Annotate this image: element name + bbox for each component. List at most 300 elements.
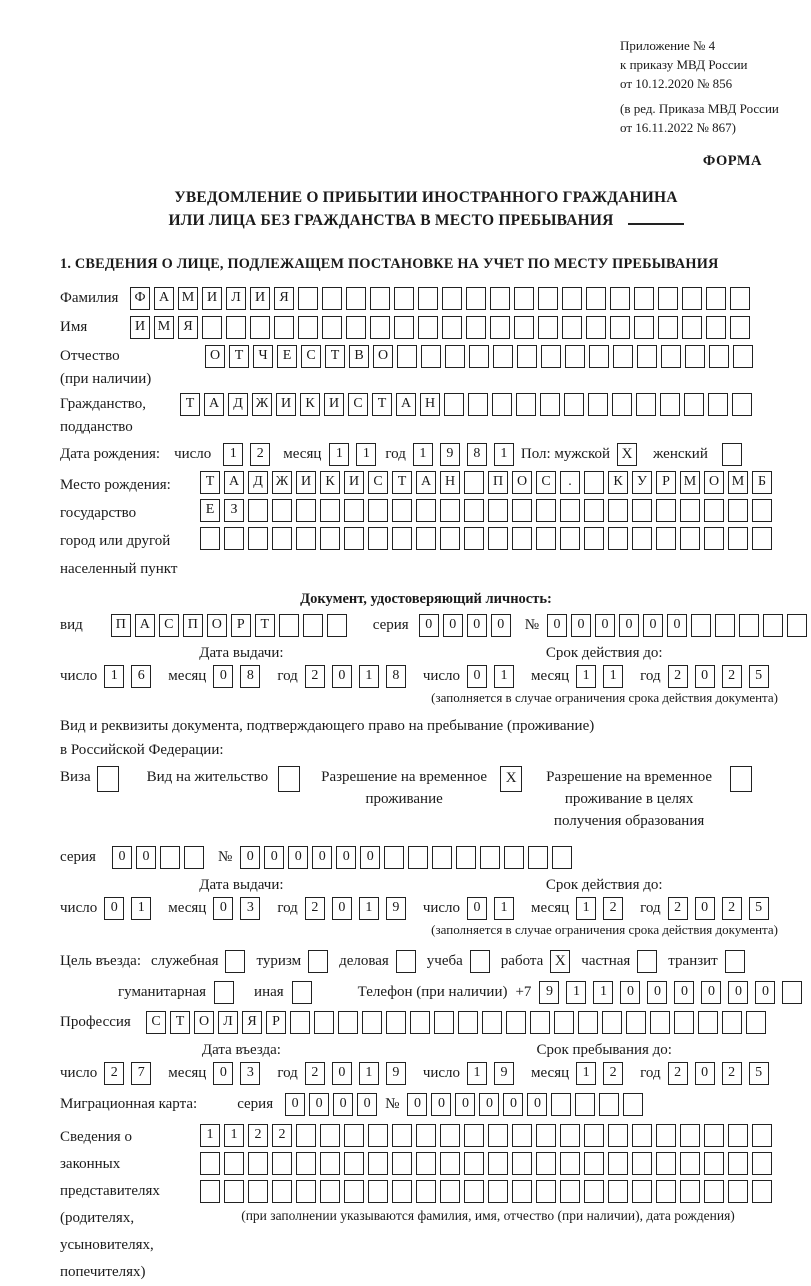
char-cell	[732, 393, 752, 416]
char-cell	[746, 1011, 766, 1034]
char-cell: 1	[576, 1062, 596, 1085]
char-cell: А	[396, 393, 416, 416]
char-cell	[752, 1124, 772, 1147]
char-cell: 0	[285, 1093, 305, 1116]
stay-until-group: Срок пребывания до: число 1 9 месяц 1 2 год 2 0 2 5	[423, 1042, 786, 1085]
char-cell: 1	[359, 665, 379, 688]
char-cell: 7	[131, 1062, 151, 1085]
char-cell	[416, 1180, 436, 1203]
char-cell	[728, 527, 748, 550]
char-cell: А	[416, 471, 436, 494]
char-cell: 2	[272, 1124, 292, 1147]
char-cell	[608, 1124, 628, 1147]
char-cell: 1	[576, 665, 596, 688]
purpose-work-checkbox[interactable]: X	[550, 950, 570, 973]
representatives-note: (при заполнении указываются фамилия, имя, отчество (при наличии), дата рождения)	[241, 1208, 735, 1223]
char-cell	[739, 614, 759, 637]
char-cell	[632, 1180, 652, 1203]
char-cell: 1	[566, 981, 586, 1004]
char-cell	[320, 1124, 340, 1147]
char-cell: 1	[224, 1124, 244, 1147]
char-cell: У	[632, 471, 652, 494]
char-cell	[584, 1124, 604, 1147]
char-cell	[274, 316, 294, 339]
entry-year[interactable]	[305, 1062, 413, 1085]
char-cell: С	[348, 393, 368, 416]
representatives-boxes	[200, 1124, 776, 1224]
identity-doc-heading: Документ, удостоверяющий личность:	[300, 591, 552, 607]
char-cell	[634, 287, 654, 310]
doc-expiry-day[interactable]	[467, 665, 521, 688]
char-cell	[504, 846, 524, 869]
char-cell	[536, 527, 556, 550]
stay-until-title: Срок пребывания до:	[536, 1042, 672, 1058]
option-temp-residence-education-checkbox[interactable]	[730, 766, 752, 792]
char-cell	[782, 981, 802, 1004]
char-cell: 0	[213, 1062, 233, 1085]
residence-issue-month[interactable]	[213, 897, 267, 920]
char-cell	[440, 499, 460, 522]
char-cell	[418, 287, 438, 310]
char-cell: 1	[603, 665, 623, 688]
char-cell: 0	[674, 981, 694, 1004]
purpose-other-label: иная	[254, 984, 284, 1000]
char-cell	[296, 1124, 316, 1147]
char-cell: И	[344, 471, 364, 494]
char-cell	[706, 316, 726, 339]
char-cell	[466, 287, 486, 310]
char-cell	[752, 1180, 772, 1203]
char-cell	[202, 316, 222, 339]
char-cell: 9	[494, 1062, 514, 1085]
char-cell: 2	[722, 665, 742, 688]
entry-date-group: Дата въезда: число 2 7 месяц 0 3 год 2 0 1 9	[60, 1042, 423, 1085]
char-cell: 2	[248, 1124, 268, 1147]
char-cell: 2	[603, 897, 623, 920]
purpose-private-checkbox[interactable]	[637, 950, 657, 973]
amendment-line: (в ред. Приказа МВД России	[620, 101, 779, 116]
char-cell: Ж	[252, 393, 272, 416]
char-cell: 0	[479, 1093, 499, 1116]
birth-day-boxes[interactable]	[223, 443, 277, 466]
residence-expiry-day[interactable]	[467, 897, 521, 920]
char-cell: Б	[752, 471, 772, 494]
residence-doc-dates	[60, 877, 792, 920]
char-cell	[272, 1180, 292, 1203]
char-cell	[386, 1011, 406, 1034]
given-name-boxes[interactable]	[130, 316, 754, 339]
purpose-study-label: учеба	[426, 953, 463, 969]
purpose-humanitarian-label: гуманитарная	[118, 984, 207, 1000]
doc-expiry-year[interactable]	[668, 665, 776, 688]
char-cell: О	[512, 471, 532, 494]
char-cell: А	[224, 471, 244, 494]
doc-expiry-month[interactable]	[576, 665, 630, 688]
char-cell	[660, 393, 680, 416]
representatives-row-1[interactable]	[200, 1124, 776, 1147]
residence-series-boxes[interactable]	[112, 846, 208, 869]
char-cell: 2	[722, 1062, 742, 1085]
char-cell: 0	[312, 846, 332, 869]
char-cell	[344, 499, 364, 522]
char-cell	[320, 527, 340, 550]
migration-series-label: серия	[237, 1096, 274, 1112]
char-cell	[394, 316, 414, 339]
residence-expiry-year[interactable]	[668, 897, 776, 920]
phone-boxes[interactable]	[539, 981, 809, 1004]
doc-number-label: №	[524, 617, 539, 633]
annex-line: Приложение № 4	[620, 38, 716, 53]
char-cell	[728, 1180, 748, 1203]
char-cell: 0	[357, 1093, 377, 1116]
stay-day[interactable]	[467, 1062, 521, 1085]
char-cell: 0	[467, 665, 487, 688]
doc-issue-day[interactable]	[104, 665, 158, 688]
entry-month[interactable]	[213, 1062, 267, 1085]
char-cell: 0	[571, 614, 591, 637]
purpose-tourism-checkbox[interactable]	[308, 950, 328, 973]
char-cell: 0	[112, 846, 132, 869]
char-cell	[560, 527, 580, 550]
char-cell	[536, 1124, 556, 1147]
char-cell: 0	[547, 614, 567, 637]
char-cell: 0	[336, 846, 356, 869]
char-cell: Е	[277, 345, 297, 368]
residence-number-boxes[interactable]	[240, 846, 576, 869]
birth-year-boxes[interactable]	[413, 443, 521, 466]
char-cell: А	[154, 287, 174, 310]
char-cell: 2	[668, 665, 688, 688]
residence-expiry-group: Срок действия до: число 0 1 месяц 1 2 год 2 0 2 5	[423, 877, 786, 920]
char-cell: 0	[701, 981, 721, 1004]
char-cell	[320, 1180, 340, 1203]
char-cell	[684, 393, 704, 416]
doc-number-boxes[interactable]	[547, 614, 811, 637]
char-cell: 1	[467, 1062, 487, 1085]
char-cell: 0	[467, 614, 487, 637]
char-cell	[392, 1152, 412, 1175]
char-cell	[444, 393, 464, 416]
char-cell: 0	[455, 1093, 475, 1116]
char-cell: С	[146, 1011, 166, 1034]
char-cell: А	[135, 614, 155, 637]
char-cell: 5	[749, 897, 769, 920]
char-cell	[442, 316, 462, 339]
option-visa-checkbox[interactable]	[97, 766, 119, 792]
purpose-business-checkbox[interactable]	[396, 950, 416, 973]
char-cell	[554, 1011, 574, 1034]
char-cell	[602, 1011, 622, 1034]
amendment-line: от 16.11.2022 № 867)	[620, 120, 737, 135]
char-cell	[626, 1011, 646, 1034]
entry-day[interactable]	[104, 1062, 158, 1085]
char-cell	[656, 499, 676, 522]
doc-kind-label: вид	[60, 617, 83, 633]
char-cell: 0	[647, 981, 667, 1004]
birth-place-labels: Место рождения: государство город или другой населенный пункт	[60, 477, 178, 577]
patronymic-boxes[interactable]	[205, 345, 757, 368]
char-cell: 3	[240, 897, 260, 920]
stay-year[interactable]	[668, 1062, 776, 1085]
char-cell: 0	[503, 1093, 523, 1116]
char-cell: Ф	[130, 287, 150, 310]
doc-series-boxes[interactable]	[419, 614, 515, 637]
char-cell: Л	[226, 287, 246, 310]
char-cell	[464, 499, 484, 522]
migration-series-boxes[interactable]	[285, 1093, 381, 1116]
residence-issue-year[interactable]	[305, 897, 413, 920]
residence-number-label: №	[217, 849, 233, 865]
doc-expiry-title: Срок действия до:	[545, 645, 663, 661]
char-cell	[392, 499, 412, 522]
char-cell: Т	[200, 471, 220, 494]
char-cell	[704, 499, 724, 522]
char-cell: М	[680, 471, 700, 494]
char-cell: 2	[104, 1062, 124, 1085]
residence-issue-day[interactable]	[104, 897, 158, 920]
doc-kind-boxes[interactable]	[111, 614, 351, 637]
purpose-official-label: служебная	[150, 953, 219, 969]
char-cell: С	[301, 345, 321, 368]
char-cell	[752, 527, 772, 550]
surname-label: Фамилия	[60, 290, 119, 306]
char-cell: 1	[494, 665, 514, 688]
char-cell: Д	[228, 393, 248, 416]
char-cell	[320, 499, 340, 522]
char-cell: 0	[332, 897, 352, 920]
char-cell	[578, 1011, 598, 1034]
char-cell	[674, 1011, 694, 1034]
migration-card-label: Миграционная карта:	[60, 1096, 198, 1112]
patronymic-row	[60, 345, 792, 391]
char-cell	[322, 287, 342, 310]
char-cell: М	[178, 287, 198, 310]
char-cell	[298, 287, 318, 310]
char-cell: 1	[494, 443, 514, 466]
char-cell: Я	[274, 287, 294, 310]
char-cell	[733, 345, 753, 368]
char-cell: 0	[288, 846, 308, 869]
char-cell	[656, 1124, 676, 1147]
purpose-tourism-label: туризм	[256, 953, 302, 969]
char-cell	[704, 527, 724, 550]
sex-male-checkbox[interactable]: X	[617, 443, 637, 466]
char-cell	[362, 1011, 382, 1034]
char-cell: С	[536, 471, 556, 494]
char-cell	[704, 1152, 724, 1175]
char-cell	[445, 345, 465, 368]
representatives-row-3[interactable]	[200, 1180, 776, 1203]
char-cell	[322, 316, 342, 339]
char-cell	[658, 287, 678, 310]
char-cell: О	[194, 1011, 214, 1034]
sex-female-checkbox[interactable]	[722, 443, 742, 466]
option-residence-permit-checkbox[interactable]	[278, 766, 300, 792]
char-cell	[512, 1152, 532, 1175]
purpose-humanitarian-checkbox[interactable]	[214, 981, 234, 1004]
char-cell	[303, 614, 323, 637]
char-cell	[608, 527, 628, 550]
char-cell: 2	[603, 1062, 623, 1085]
char-cell	[752, 499, 772, 522]
surname-row	[60, 287, 792, 310]
char-cell	[512, 1124, 532, 1147]
char-cell	[392, 1180, 412, 1203]
option-temp-residence-label: Разрешение на временное проживание	[321, 769, 488, 807]
char-cell	[709, 345, 729, 368]
char-cell	[650, 1011, 670, 1034]
title-line-2: ИЛИ ЛИЦА БЕЗ ГРАЖДАНСТВА В МЕСТО ПРЕБЫВАНИЯ	[60, 209, 792, 232]
char-cell	[608, 1152, 628, 1175]
char-cell	[224, 1180, 244, 1203]
char-cell	[416, 1124, 436, 1147]
char-cell	[464, 527, 484, 550]
char-cell	[480, 846, 500, 869]
char-cell	[728, 499, 748, 522]
char-cell: 1	[223, 443, 243, 466]
char-cell	[586, 287, 606, 310]
char-cell: 1	[104, 665, 124, 688]
char-cell: 0	[332, 665, 352, 688]
char-cell	[440, 1124, 460, 1147]
char-cell: Р	[231, 614, 251, 637]
annex-line: к приказу МВД России	[620, 57, 748, 72]
char-cell: 0	[643, 614, 663, 637]
char-cell: 9	[386, 897, 406, 920]
identity-doc-dates	[60, 645, 792, 688]
birth-month-boxes[interactable]	[329, 443, 383, 466]
char-cell: 1	[576, 897, 596, 920]
char-cell: 2	[305, 897, 325, 920]
char-cell	[730, 287, 750, 310]
char-cell: 9	[539, 981, 559, 1004]
char-cell	[564, 393, 584, 416]
char-cell: 2	[722, 897, 742, 920]
char-cell	[421, 345, 441, 368]
char-cell: О	[205, 345, 225, 368]
birth-place-row-1[interactable]	[200, 471, 776, 494]
char-cell	[722, 1011, 742, 1034]
birth-place-row-3[interactable]	[200, 527, 776, 550]
doc-issue-year[interactable]	[305, 665, 413, 688]
char-cell	[327, 614, 347, 637]
doc-issue-month[interactable]	[213, 665, 267, 688]
surname-boxes[interactable]	[130, 287, 754, 310]
purpose-transit-checkbox[interactable]	[725, 950, 745, 973]
char-cell	[613, 345, 633, 368]
char-cell	[434, 1011, 454, 1034]
char-cell	[344, 527, 364, 550]
char-cell	[541, 345, 561, 368]
char-cell: Ч	[253, 345, 273, 368]
option-temp-residence-checkbox[interactable]: X	[500, 766, 522, 792]
char-cell	[752, 1152, 772, 1175]
char-cell	[394, 287, 414, 310]
char-cell: О	[207, 614, 227, 637]
char-cell	[296, 1180, 316, 1203]
char-cell: В	[349, 345, 369, 368]
char-cell: 0	[332, 1062, 352, 1085]
char-cell: 0	[527, 1093, 547, 1116]
char-cell: 0	[213, 897, 233, 920]
birth-place-row	[60, 471, 792, 583]
forma-label: ФОРМА	[702, 153, 762, 169]
char-cell	[584, 471, 604, 494]
char-cell	[516, 393, 536, 416]
char-cell	[370, 287, 390, 310]
purpose-official-checkbox[interactable]	[225, 950, 245, 973]
citizenship-boxes[interactable]	[180, 393, 756, 416]
annex-reference	[620, 36, 810, 137]
representatives-row-2[interactable]	[200, 1152, 776, 1175]
char-cell	[456, 846, 476, 869]
char-cell	[658, 316, 678, 339]
char-cell: 0	[619, 614, 639, 637]
char-cell	[584, 499, 604, 522]
char-cell: 8	[467, 443, 487, 466]
sex-male-label: Пол: мужской	[520, 446, 611, 462]
char-cell: С	[368, 471, 388, 494]
char-cell: И	[296, 471, 316, 494]
char-cell: 0	[695, 897, 715, 920]
char-cell	[512, 499, 532, 522]
char-cell: П	[488, 471, 508, 494]
char-cell	[528, 846, 548, 869]
stay-month[interactable]	[576, 1062, 630, 1085]
section-1-heading: 1. СВЕДЕНИЯ О ЛИЦЕ, ПОДЛЕЖАЩЕМ ПОСТАНОВКЕ НА УЧЕТ ПО МЕСТУ ПРЕБЫВАНИЯ	[60, 256, 719, 272]
char-cell	[464, 471, 484, 494]
char-cell: 0	[695, 1062, 715, 1085]
purpose-private-label: частная	[581, 953, 631, 969]
char-cell: И	[324, 393, 344, 416]
char-cell: 0	[728, 981, 748, 1004]
char-cell: М	[154, 316, 174, 339]
char-cell: 0	[620, 981, 640, 1004]
year-word: год	[385, 446, 406, 462]
char-cell: Р	[656, 471, 676, 494]
char-cell: Е	[200, 499, 220, 522]
char-cell	[637, 345, 657, 368]
char-cell	[536, 1152, 556, 1175]
char-cell: О	[704, 471, 724, 494]
char-cell	[392, 527, 412, 550]
purpose-study-checkbox[interactable]	[470, 950, 490, 973]
char-cell: Т	[180, 393, 200, 416]
migration-number-boxes[interactable]	[407, 1093, 647, 1116]
title-blank-underline	[628, 223, 684, 225]
char-cell: 2	[668, 1062, 688, 1085]
char-cell: Р	[266, 1011, 286, 1034]
char-cell	[634, 316, 654, 339]
char-cell: Д	[248, 471, 268, 494]
profession-boxes[interactable]	[146, 1011, 770, 1034]
char-cell: М	[728, 471, 748, 494]
char-cell	[248, 527, 268, 550]
char-cell: 0	[360, 846, 380, 869]
char-cell: П	[111, 614, 131, 637]
char-cell	[296, 499, 316, 522]
char-cell	[184, 846, 204, 869]
char-cell: 0	[213, 665, 233, 688]
phone-prefix: +7	[515, 984, 532, 1000]
char-cell: 6	[131, 665, 151, 688]
residence-expiry-month[interactable]	[576, 897, 630, 920]
birth-place-row-2[interactable]	[200, 499, 776, 522]
char-cell	[392, 1124, 412, 1147]
given-name-label: Имя	[60, 319, 88, 335]
char-cell: 9	[386, 1062, 406, 1085]
purpose-other-checkbox[interactable]	[292, 981, 312, 1004]
